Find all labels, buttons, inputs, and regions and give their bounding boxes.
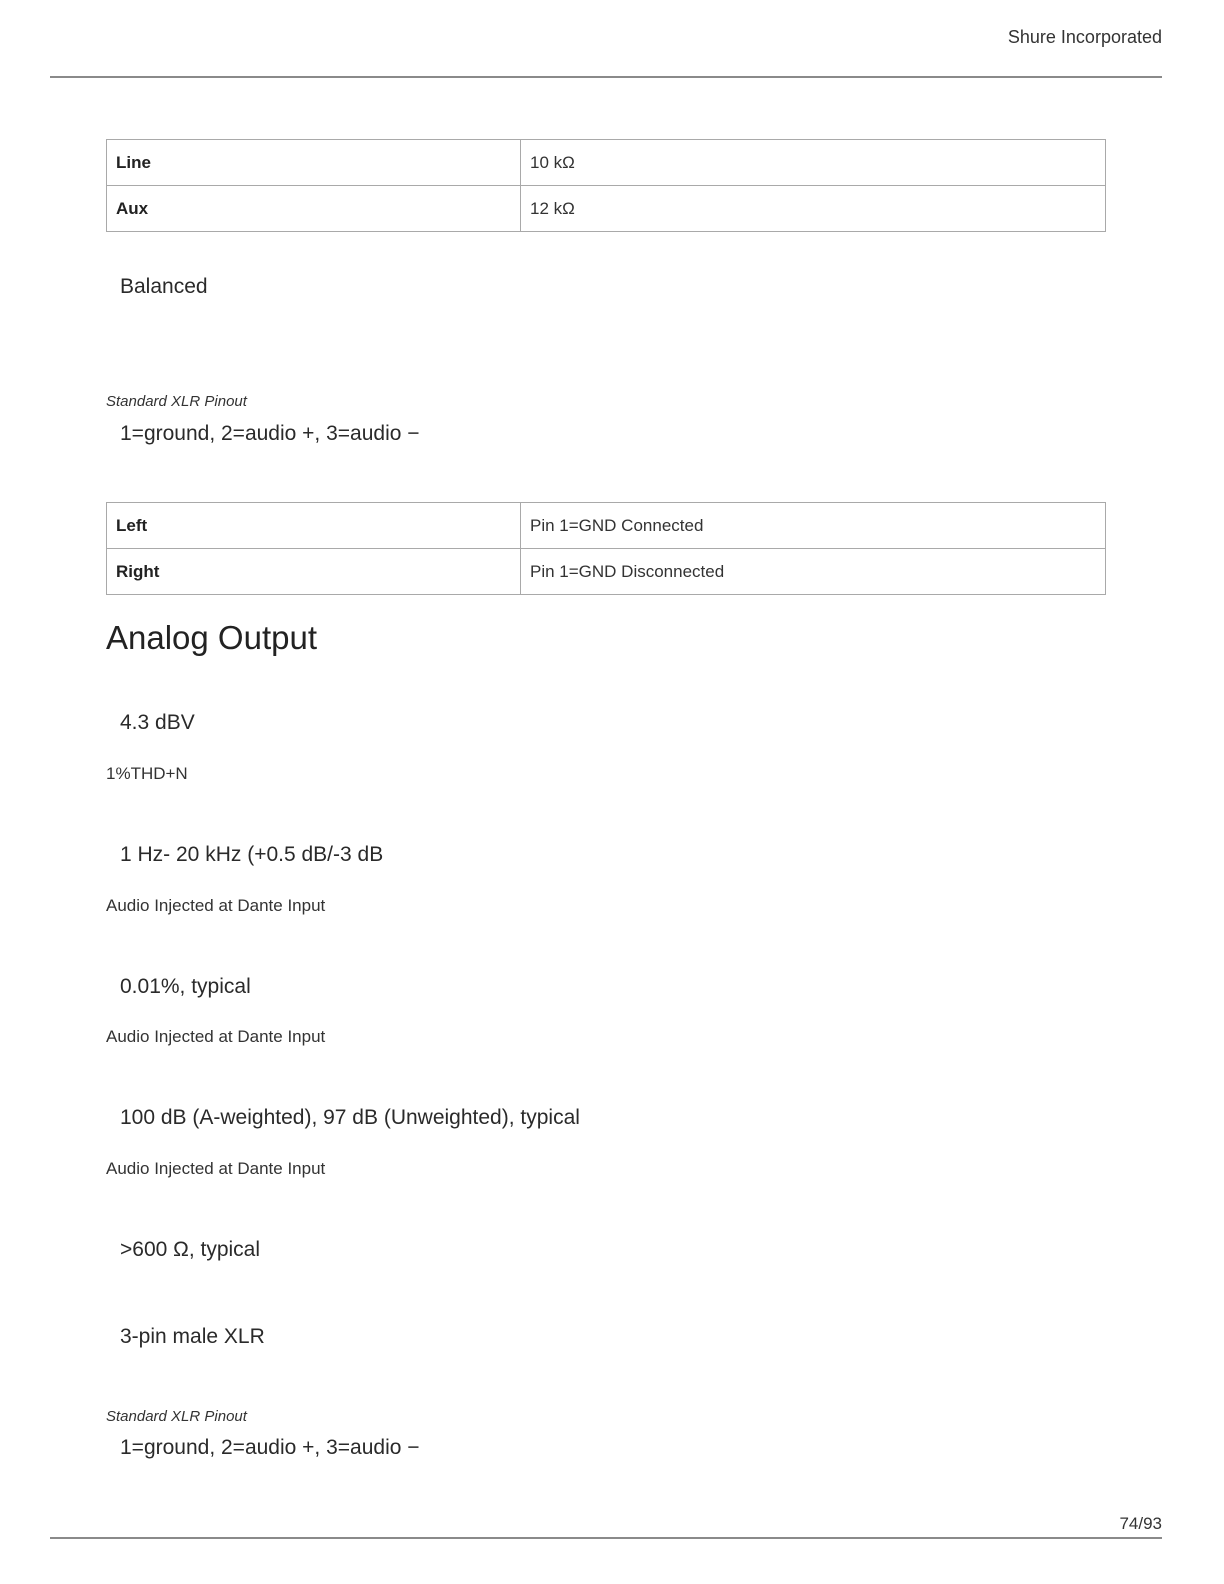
ground-lift-table: [106, 502, 1106, 595]
thd-value: 0.01%, typical: [120, 975, 251, 998]
table-row: [107, 140, 1106, 186]
impedance-table: [106, 139, 1106, 232]
table-cell-label: Aux: [107, 186, 521, 232]
frequency-response-note: Audio Injected at Dante Input: [106, 896, 326, 915]
header-divider: [50, 76, 1162, 78]
footer-divider: [50, 1537, 1162, 1539]
input-pinout-caption: Standard XLR Pinout: [106, 393, 247, 410]
max-output-level-note: 1%THD+N: [106, 764, 188, 783]
table-cell-label: Left: [107, 503, 521, 549]
output-connector-value: 3-pin male XLR: [120, 1325, 265, 1348]
dynamic-range-value: 100 dB (A-weighted), 97 dB (Unweighted), typical: [120, 1106, 580, 1129]
table-row: [107, 549, 1106, 595]
max-output-level-value: 4.3 dBV: [120, 711, 195, 734]
input-pinout-value: 1=ground, 2=audio +, 3=audio −: [120, 422, 420, 445]
frequency-response-value: 1 Hz- 20 kHz (+0.5 dB/-3 dB: [120, 843, 384, 866]
input-configuration-value: Balanced: [120, 275, 208, 298]
table-cell-value: Pin 1=GND Disconnected: [521, 549, 1106, 595]
table-row: [107, 186, 1106, 232]
table-cell-label: Right: [107, 549, 521, 595]
dynamic-range-note: Audio Injected at Dante Input: [106, 1159, 326, 1178]
output-impedance-value: >600 Ω, typical: [120, 1238, 261, 1261]
thd-note: Audio Injected at Dante Input: [106, 1027, 326, 1046]
output-pinout-value: 1=ground, 2=audio +, 3=audio −: [120, 1436, 420, 1459]
table-cell-value: 10 kΩ: [521, 140, 1106, 186]
table-cell-value: 12 kΩ: [521, 186, 1106, 232]
page-number: 74/93: [1119, 1514, 1162, 1533]
table-cell-value: Pin 1=GND Connected: [521, 503, 1106, 549]
section-title-analog-output: Analog Output: [106, 619, 317, 656]
header-company: Shure Incorporated: [1007, 27, 1162, 47]
output-pinout-caption: Standard XLR Pinout: [106, 1408, 247, 1425]
table-cell-label: Line: [107, 140, 521, 186]
table-row: [107, 503, 1106, 549]
